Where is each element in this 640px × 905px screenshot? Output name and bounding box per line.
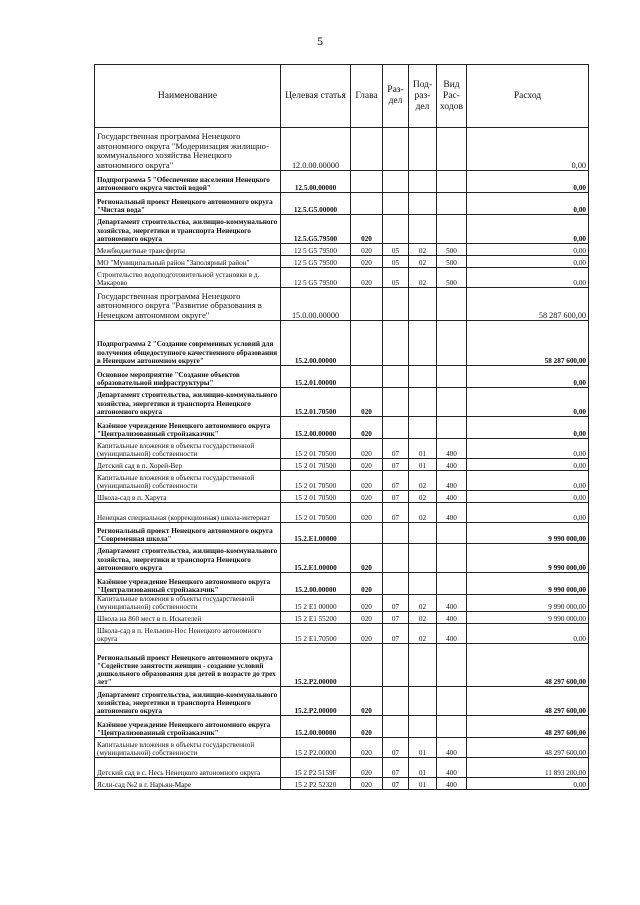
cell-name: Школа-сад в п. Харута — [95, 491, 281, 503]
cell-gl: 020 — [351, 687, 383, 716]
cell-gl: 020 — [351, 491, 383, 503]
cell-gl: 020 — [351, 624, 383, 644]
cell-name: Региональный проект Ненецкого автономного округа "Содействие занятости женщин - создание условий дошкольного образования для детей в возрасте до трех лет" — [95, 644, 281, 687]
cell-name: Строительство водоподготовительной установки в д. Макарово — [95, 268, 281, 288]
cell-name: Региональный проект Ненецкого автономного округа "Чистая вода" — [95, 193, 281, 215]
cell-code: 12.5.G5.00000 — [281, 193, 351, 215]
cell-vr — [437, 388, 467, 417]
cell-pr — [409, 215, 437, 244]
cell-amt: 0,00 — [467, 366, 589, 388]
table-row — [95, 439, 589, 459]
cell-pr: 02 — [409, 612, 437, 624]
cell-amt: 0,00 — [467, 128, 589, 171]
cell-rz — [383, 716, 409, 738]
cell-rz: 07 — [383, 758, 409, 778]
header-name: Наименование — [95, 65, 281, 128]
cell-gl — [351, 366, 383, 388]
cell-amt: 0,00 — [467, 256, 589, 268]
cell-pr: 01 — [409, 738, 437, 758]
cell-code: 12 5 G5 79500 — [281, 244, 351, 256]
cell-rz: 07 — [383, 738, 409, 758]
cell-gl: 020 — [351, 417, 383, 439]
cell-amt: 0,00 — [467, 459, 589, 471]
cell-vr: 400 — [437, 471, 467, 491]
header-amount: Расход — [467, 65, 589, 128]
cell-amt: 48 297 600,00 — [467, 716, 589, 738]
cell-vr: 400 — [437, 624, 467, 644]
cell-pr: 01 — [409, 439, 437, 459]
cell-name: Детский сад в с. Несь Ненецкого автономного округа — [95, 758, 281, 778]
cell-gl: 020 — [351, 544, 383, 573]
cell-code: 15 2 01 70500 — [281, 439, 351, 459]
cell-gl: 020 — [351, 758, 383, 778]
cell-code: 15 2 01 70500 — [281, 503, 351, 523]
cell-pr — [409, 544, 437, 573]
cell-rz: 07 — [383, 471, 409, 491]
cell-rz — [383, 128, 409, 171]
table-row — [95, 644, 589, 687]
cell-rz — [383, 417, 409, 439]
table-row — [95, 244, 589, 256]
cell-pr: 01 — [409, 758, 437, 778]
cell-pr — [409, 388, 437, 417]
cell-pr: 02 — [409, 244, 437, 256]
cell-name: Капитальные вложения в объекты государственной (муниципальной) собственности — [95, 595, 281, 612]
table-row — [95, 778, 589, 790]
cell-pr — [409, 321, 437, 366]
cell-amt: 0,00 — [467, 503, 589, 523]
table-row — [95, 523, 589, 544]
cell-vr: 400 — [437, 439, 467, 459]
cell-gl: 020 — [351, 738, 383, 758]
cell-code: 15.2.00.00000 — [281, 321, 351, 366]
cell-gl — [351, 128, 383, 171]
cell-amt: 0,00 — [467, 244, 589, 256]
cell-amt: 58 287 600,00 — [467, 321, 589, 366]
cell-code: 15.2.00.00000 — [281, 573, 351, 595]
cell-amt: 9 990 000,00 — [467, 523, 589, 544]
cell-code: 15.2.E1.00000 — [281, 544, 351, 573]
cell-vr: 500 — [437, 268, 467, 288]
cell-rz: 07 — [383, 595, 409, 612]
cell-vr: 500 — [437, 256, 467, 268]
table-row — [95, 288, 589, 321]
cell-pr — [409, 716, 437, 738]
cell-rz: 07 — [383, 624, 409, 644]
cell-pr — [409, 128, 437, 171]
table-row — [95, 471, 589, 491]
table-row — [95, 491, 589, 503]
cell-vr: 400 — [437, 503, 467, 523]
cell-vr — [437, 544, 467, 573]
cell-amt: 0,00 — [467, 417, 589, 439]
table-row — [95, 738, 589, 758]
cell-gl: 020 — [351, 244, 383, 256]
cell-rz — [383, 321, 409, 366]
cell-vr — [437, 687, 467, 716]
cell-code: 12.0.00.00000 — [281, 128, 351, 171]
cell-code: 15 2 P2.00000 — [281, 738, 351, 758]
cell-amt: 0,00 — [467, 215, 589, 244]
header-subsection: Под-раз-дел — [409, 65, 437, 128]
cell-name: Школа на 860 мест в п. Искателей — [95, 612, 281, 624]
table-row — [95, 573, 589, 595]
cell-pr: 01 — [409, 778, 437, 790]
page-number: 5 — [317, 34, 323, 48]
cell-amt: 48 297 600,00 — [467, 738, 589, 758]
cell-name: Департамент строительства, жилищно-коммунального хозяйства, энергетики и транспорта Ненецкого автономного округа — [95, 215, 281, 244]
cell-rz — [383, 171, 409, 193]
cell-pr: 02 — [409, 471, 437, 491]
table-row — [95, 171, 589, 193]
table-row — [95, 503, 589, 523]
cell-rz: 07 — [383, 491, 409, 503]
cell-name: Детский сад в п. Хорей-Вер — [95, 459, 281, 471]
cell-pr — [409, 288, 437, 321]
cell-gl: 020 — [351, 716, 383, 738]
cell-gl: 020 — [351, 503, 383, 523]
table-row — [95, 624, 589, 644]
cell-pr: 02 — [409, 491, 437, 503]
cell-rz — [383, 544, 409, 573]
cell-vr: 500 — [437, 244, 467, 256]
cell-code: 12.5.G5.79500 — [281, 215, 351, 244]
budget-table — [94, 64, 589, 790]
cell-gl: 020 — [351, 268, 383, 288]
table-row — [95, 128, 589, 171]
cell-rz — [383, 388, 409, 417]
cell-vr — [437, 644, 467, 687]
cell-rz — [383, 523, 409, 544]
cell-vr: 400 — [437, 738, 467, 758]
cell-amt: 0,00 — [467, 193, 589, 215]
cell-pr: 02 — [409, 595, 437, 612]
cell-pr — [409, 366, 437, 388]
cell-pr: 02 — [409, 256, 437, 268]
cell-rz: 07 — [383, 459, 409, 471]
cell-rz — [383, 687, 409, 716]
cell-rz — [383, 644, 409, 687]
cell-name: Департамент строительства, жилищно-коммунального хозяйства, энергетики и транспорта Ненецкого автономного округа — [95, 687, 281, 716]
cell-rz — [383, 573, 409, 595]
cell-gl — [351, 193, 383, 215]
cell-amt: 48 297 600,00 — [467, 644, 589, 687]
cell-pr — [409, 573, 437, 595]
cell-rz: 07 — [383, 612, 409, 624]
cell-amt: 0,00 — [467, 471, 589, 491]
cell-amt: 9 990 000,00 — [467, 612, 589, 624]
cell-code: 15 2 E1 00000 — [281, 595, 351, 612]
cell-rz — [383, 215, 409, 244]
cell-name: Основное мероприятие "Создание объектов образовательной инфраструктуры" — [95, 366, 281, 388]
cell-amt: 0,00 — [467, 439, 589, 459]
cell-gl: 020 — [351, 388, 383, 417]
cell-vr: 400 — [437, 459, 467, 471]
cell-gl: 020 — [351, 778, 383, 790]
cell-name: Государственная программа Ненецкого автономного округа "Модернизация жилищно-коммунального хозяйства Ненецкого автономного округа" — [95, 128, 281, 171]
cell-vr — [437, 193, 467, 215]
cell-vr — [437, 573, 467, 595]
table-row — [95, 595, 589, 612]
cell-name: Ясли-сад №2 в г. Нарьян-Маре — [95, 778, 281, 790]
cell-gl — [351, 523, 383, 544]
cell-code: 15 2 01 70500 — [281, 459, 351, 471]
cell-vr: 400 — [437, 778, 467, 790]
table-row — [95, 612, 589, 624]
cell-rz: 05 — [383, 268, 409, 288]
cell-code: 15.2.01.70500 — [281, 388, 351, 417]
cell-vr — [437, 215, 467, 244]
cell-name: Департамент строительства, жилищно-коммунального хозяйства, энергетики и транспорта Ненецкого автономного округа — [95, 544, 281, 573]
cell-amt: 0,00 — [467, 171, 589, 193]
cell-name: Капитальные вложения в объекты государственной (муниципальной) собственности — [95, 439, 281, 459]
cell-gl — [351, 644, 383, 687]
table-row — [95, 256, 589, 268]
header-row — [95, 65, 589, 128]
cell-vr: 400 — [437, 758, 467, 778]
cell-amt: 0,00 — [467, 268, 589, 288]
header-section: Раз-дел — [383, 65, 409, 128]
cell-amt: 0,00 — [467, 778, 589, 790]
cell-code: 15.2.P2.00000 — [281, 687, 351, 716]
cell-amt: 9 990 000,00 — [467, 573, 589, 595]
cell-name: Школа-сад в п. Нельмин-Нос Ненецкого автономного округа — [95, 624, 281, 644]
cell-name: Межбюджетные трансферты — [95, 244, 281, 256]
cell-gl: 020 — [351, 612, 383, 624]
table-body — [95, 128, 589, 790]
cell-gl — [351, 321, 383, 366]
cell-code: 15 2 P2 52320 — [281, 778, 351, 790]
cell-name: МО "Муниципальный район "Заполярный район" — [95, 256, 281, 268]
cell-gl — [351, 288, 383, 321]
cell-amt: 11 893 200,00 — [467, 758, 589, 778]
cell-vr — [437, 128, 467, 171]
cell-rz: 05 — [383, 256, 409, 268]
table-row — [95, 193, 589, 215]
cell-pr: 02 — [409, 503, 437, 523]
cell-name: Подпрограмма 5 "Обеспечение населения Ненецкого автономного округа чистой водой" — [95, 171, 281, 193]
cell-vr — [437, 366, 467, 388]
cell-gl: 020 — [351, 215, 383, 244]
cell-pr — [409, 523, 437, 544]
cell-pr: 02 — [409, 268, 437, 288]
cell-amt: 58 287 600,00 — [467, 288, 589, 321]
cell-code: 15.2.P2.00000 — [281, 644, 351, 687]
cell-gl: 020 — [351, 439, 383, 459]
cell-vr — [437, 716, 467, 738]
cell-gl — [351, 171, 383, 193]
cell-vr: 400 — [437, 612, 467, 624]
header-expense-type: Вид Рас-ходов — [437, 65, 467, 128]
cell-name: Капитальные вложения в объекты государственной (муниципальной) собственности — [95, 738, 281, 758]
table-row — [95, 758, 589, 778]
cell-amt: 9 990 000,00 — [467, 595, 589, 612]
cell-rz — [383, 288, 409, 321]
cell-code: 15.2.01.00000 — [281, 366, 351, 388]
cell-pr — [409, 193, 437, 215]
table-row — [95, 388, 589, 417]
cell-code: 15 2 01 70500 — [281, 491, 351, 503]
cell-name: Департамент строительства, жилищно-коммунального хозяйства, энергетики и транспорта Ненецкого автономного округа — [95, 388, 281, 417]
cell-pr: 01 — [409, 459, 437, 471]
cell-name: Подпрограмма 2 "Создание современных условий для получения общедоступного качественного образования в Ненецком автономном округе" — [95, 321, 281, 366]
cell-amt: 0,00 — [467, 624, 589, 644]
cell-code: 12 5 G5 79500 — [281, 268, 351, 288]
table-row — [95, 687, 589, 716]
cell-rz: 07 — [383, 439, 409, 459]
cell-name: Капитальные вложения в объекты государственной (муниципальной) собственности — [95, 471, 281, 491]
header-target: Целевая статья — [281, 65, 351, 128]
cell-gl: 020 — [351, 471, 383, 491]
cell-gl: 020 — [351, 595, 383, 612]
table-row — [95, 215, 589, 244]
cell-code: 15 2 01 70500 — [281, 471, 351, 491]
table-row — [95, 459, 589, 471]
cell-gl: 020 — [351, 573, 383, 595]
cell-gl: 020 — [351, 459, 383, 471]
cell-amt: 0,00 — [467, 491, 589, 503]
cell-rz: 05 — [383, 244, 409, 256]
cell-pr — [409, 644, 437, 687]
cell-code: 15 2 P2 5159F — [281, 758, 351, 778]
table-row — [95, 544, 589, 573]
cell-rz — [383, 193, 409, 215]
cell-code: 15 2 E1.70500 — [281, 624, 351, 644]
cell-name: Региональный проект Ненецкого автономного округа "Современная школа" — [95, 523, 281, 544]
cell-vr: 400 — [437, 491, 467, 503]
cell-rz: 07 — [383, 778, 409, 790]
cell-vr — [437, 523, 467, 544]
cell-amt: 0,00 — [467, 388, 589, 417]
table-row — [95, 366, 589, 388]
table-row — [95, 716, 589, 738]
cell-name: Казённое учреждение Ненецкого автономного округа "Централизованный стройзаказчик" — [95, 573, 281, 595]
cell-pr — [409, 687, 437, 716]
table-row — [95, 321, 589, 366]
cell-code: 12.5.00.00000 — [281, 171, 351, 193]
cell-pr — [409, 417, 437, 439]
cell-code: 15.2.E1.00000 — [281, 523, 351, 544]
cell-amt: 9 990 000,00 — [467, 544, 589, 573]
cell-pr — [409, 171, 437, 193]
cell-code: 15.0.00.00000 — [281, 288, 351, 321]
cell-vr — [437, 171, 467, 193]
cell-code: 15.2.00.00000 — [281, 716, 351, 738]
cell-vr — [437, 288, 467, 321]
header-chapter: Глава — [351, 65, 383, 128]
cell-name: Ненецкая специальная (коррекционная) школа-интернат — [95, 503, 281, 523]
cell-code: 15.2.00.00000 — [281, 417, 351, 439]
cell-vr — [437, 417, 467, 439]
table-row — [95, 417, 589, 439]
cell-pr: 02 — [409, 624, 437, 644]
cell-name: Казённое учреждение Ненецкого автономного округа "Централизованный стройзаказчик" — [95, 716, 281, 738]
cell-code: 12 5 G5 79500 — [281, 256, 351, 268]
cell-rz: 07 — [383, 503, 409, 523]
table-row — [95, 268, 589, 288]
cell-code: 15 2 E1 55200 — [281, 612, 351, 624]
cell-rz — [383, 366, 409, 388]
cell-vr: 400 — [437, 595, 467, 612]
cell-gl: 020 — [351, 256, 383, 268]
cell-name: Государственная программа Ненецкого автономного округа "Развитие образования в Ненецком автономном округе" — [95, 288, 281, 321]
cell-vr — [437, 321, 467, 366]
cell-amt: 48 297 600,00 — [467, 687, 589, 716]
cell-name: Казённое учреждение Ненецкого автономного округа "Централизованный стройзаказчик" — [95, 417, 281, 439]
